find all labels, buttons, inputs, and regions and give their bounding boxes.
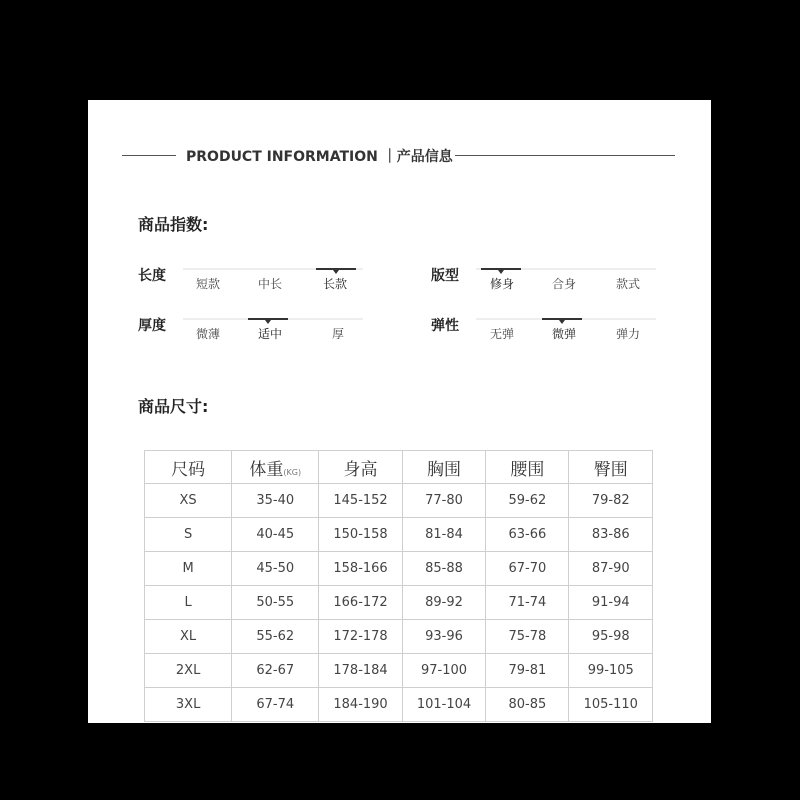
size-chart-table [144,450,653,722]
cell-waist: 67-70 [486,552,569,586]
cell-height: 150-158 [319,518,402,552]
cell-hip: 91-94 [569,586,653,620]
cell-size: 2XL [145,654,232,688]
header-divider-left [122,155,176,156]
header-divider-right [455,155,675,156]
cell-size: L [145,586,232,620]
selected-marker [316,268,356,270]
cell-hip: 79-82 [569,484,653,518]
attribute-option: 短款 [195,277,220,291]
table-row [145,552,653,586]
attribute-label: 厚度 [138,318,166,334]
cell-size: 3XL [145,688,232,722]
cell-chest: 81-84 [402,518,485,552]
cell-weight: 40-45 [232,518,319,552]
cell-weight: 45-50 [232,552,319,586]
table-row [145,620,653,654]
cell-weight: 50-55 [232,586,319,620]
header-height: 身高 [319,451,402,484]
cell-hip: 99-105 [569,654,653,688]
product-index-title: 商品指数: [138,215,209,234]
weight-unit: (KG) [283,467,302,477]
cell-height: 184-190 [319,688,402,722]
attribute-label: 弹性 [431,318,459,334]
attribute-option: 中长 [257,277,282,291]
header-hip: 臀围 [569,451,653,484]
cell-weight: 67-74 [232,688,319,722]
attribute-option-selected: 修身 [489,277,514,291]
cell-hip: 95-98 [569,620,653,654]
table-row [145,586,653,620]
cell-waist: 80-85 [486,688,569,722]
cell-waist: 75-78 [486,620,569,654]
cell-hip: 105-110 [569,688,653,722]
cell-chest: 89-92 [402,586,485,620]
cell-hip: 87-90 [569,552,653,586]
cell-waist: 59-62 [486,484,569,518]
cell-height: 145-152 [319,484,402,518]
attribute-option: 合身 [551,277,576,291]
cell-height: 166-172 [319,586,402,620]
cell-size: XS [145,484,232,518]
cell-size: XL [145,620,232,654]
attribute-option-selected: 微弹 [551,327,576,341]
attribute-option-selected: 适中 [257,327,282,341]
cell-height: 178-184 [319,654,402,688]
attribute-label: 长度 [138,268,166,284]
header-size: 尺码 [145,451,232,484]
selected-marker [248,318,288,320]
table-row [145,484,653,518]
cell-chest: 93-96 [402,620,485,654]
cell-chest: 101-104 [402,688,485,722]
cell-height: 172-178 [319,620,402,654]
cell-size: S [145,518,232,552]
attribute-option: 弹力 [615,327,640,341]
product-info-page [88,100,711,723]
cell-weight: 55-62 [232,620,319,654]
cell-chest: 97-100 [402,654,485,688]
cell-weight: 35-40 [232,484,319,518]
attribute-option: 无弹 [489,327,514,341]
selected-marker [481,268,521,270]
table-row [145,518,653,552]
cell-chest: 77-80 [402,484,485,518]
cell-waist: 63-66 [486,518,569,552]
cell-size: M [145,552,232,586]
header-waist: 腰围 [486,451,569,484]
attribute-option: 微薄 [195,327,220,341]
cell-waist: 71-74 [486,586,569,620]
header-chest: 胸围 [402,451,485,484]
attribute-option-selected: 长款 [322,277,347,291]
cell-weight: 62-67 [232,654,319,688]
cell-waist: 79-81 [486,654,569,688]
size-chart-header-row [145,451,653,484]
section-header-title: PRODUCT INFORMATION ｜产品信息 [186,149,453,165]
cell-height: 158-166 [319,552,402,586]
header-weight [232,451,319,484]
product-size-title: 商品尺寸: [138,397,209,416]
cell-hip: 83-86 [569,518,653,552]
attribute-label: 版型 [431,268,459,284]
table-row [145,654,653,688]
selected-marker [542,318,582,320]
table-row [145,688,653,722]
attribute-option: 厚 [331,327,344,341]
attribute-option: 款式 [615,277,640,291]
cell-chest: 85-88 [402,552,485,586]
header-weight-label: 体重 [249,459,284,480]
